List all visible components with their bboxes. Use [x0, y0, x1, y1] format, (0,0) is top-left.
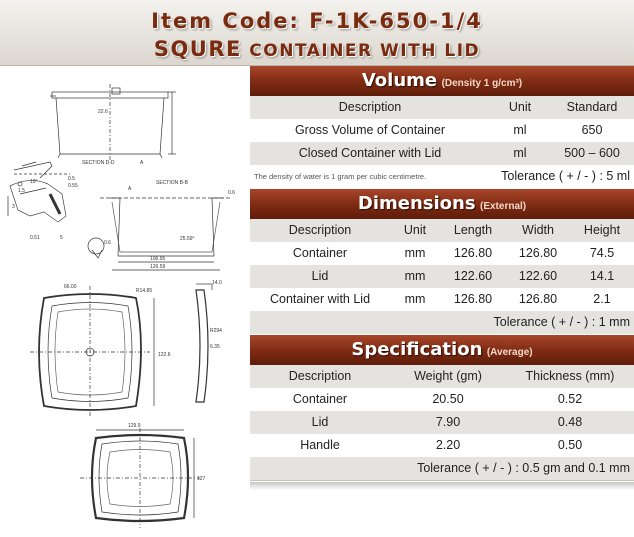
dimensions-tolerance-row [250, 311, 634, 334]
dimensions-cell-height: 74.5 [589, 246, 615, 260]
volume-cell-standard: 500 – 600 [564, 146, 620, 160]
section-b-a-mark: A [128, 186, 132, 192]
volume-header-row [250, 96, 634, 119]
bottom-view-container [80, 428, 200, 528]
volume-tolerance: Tolerance ( + / - ) : 5 ml [501, 169, 630, 183]
dimensions-row [250, 288, 634, 311]
product-title-rest: CONTAINER WITH LID [241, 41, 481, 61]
r1485-label: R14.85 [136, 288, 153, 294]
dimensions-cell-width: 126.80 [518, 246, 558, 260]
dimensions-cell-height: 14.1 [589, 269, 615, 283]
product-title [0, 37, 634, 61]
dimensions-cell-unit: mm [404, 292, 426, 306]
volume-cell-unit: ml [513, 146, 527, 160]
technical-drawing [0, 66, 250, 537]
volume-cell-standard: 650 [581, 123, 603, 137]
dim-06-label: 0.6 [228, 190, 235, 196]
dimensions-subtitle: (External) [480, 201, 527, 212]
volume-row [250, 119, 634, 142]
dim-10deg-label: 10° [30, 179, 38, 185]
dim-051-label: 0.51 [30, 235, 40, 241]
product-title-first-word: SQURE [153, 37, 242, 61]
specification-cell-description: Container [292, 392, 348, 406]
dim-1299-label: 129.9 [128, 423, 141, 429]
dimensions-section-header [250, 189, 634, 219]
dimensions-col-width: Width [522, 223, 554, 237]
volume-subtitle: (Density 1 g/cm³) [441, 78, 523, 89]
dim-10695-label: 106.95 [150, 256, 166, 262]
section-dd [14, 162, 70, 178]
density-note: The density of water is 1 gram per cubic centimetre. [254, 172, 427, 181]
dim-1226-label: 122.6 [158, 352, 171, 358]
dimensions-col-description: Description [288, 223, 352, 237]
dimensions-row [250, 242, 634, 265]
dimensions-tolerance: Tolerance ( + / - ) : 1 mm [493, 315, 630, 329]
specification-row [250, 434, 634, 457]
dimensions-cell-length: 126.80 [453, 292, 493, 306]
volume-cell-unit: ml [513, 123, 527, 137]
dim-140-label: 14.0 [212, 280, 222, 286]
dimensions-col-length: Length [453, 223, 493, 237]
specification-cell-thickness: 0.52 [557, 392, 583, 406]
dimensions-cell-width: 126.80 [518, 292, 558, 306]
volume-row [250, 142, 634, 165]
volume-col-description: Description [338, 100, 402, 114]
r294-label: R294 [210, 328, 222, 334]
dim-12659-label: 126.59 [150, 264, 166, 270]
dimensions-cell-unit: mm [404, 246, 426, 260]
dimensions-row [250, 265, 634, 288]
specification-subtitle: (Average) [486, 347, 533, 358]
dimensions-title: Dimensions [357, 193, 476, 214]
dimensions-cell-width: 122.60 [518, 269, 558, 283]
specification-cell-weight: 7.90 [435, 415, 461, 429]
dimensions-cell-description: Container [292, 246, 348, 260]
page-header [0, 0, 634, 66]
dimensions-col-unit: Unit [403, 223, 427, 237]
specification-section-header [250, 335, 634, 365]
specification-col-thickness: Thickness (mm) [525, 369, 615, 383]
volume-note-row [250, 165, 634, 188]
section-dd-label: SECTION D-D [82, 160, 115, 166]
specification-col-description: Description [288, 369, 352, 383]
dimensions-cell-unit: mm [404, 269, 426, 283]
volume-col-unit: Unit [508, 100, 532, 114]
volume-section-header [250, 66, 634, 96]
r055-label: 0.55 [68, 183, 78, 189]
side-view [50, 84, 176, 161]
side-profile-lid [196, 284, 212, 402]
spec-panel [250, 66, 634, 496]
panel-bottom-border [250, 480, 634, 481]
top-view-lid [30, 286, 154, 416]
volume-title: Volume [361, 70, 438, 91]
volume-col-standard: Standard [566, 100, 618, 114]
dim-top-label: 22.6 [98, 109, 108, 115]
specification-cell-description: Lid [311, 415, 329, 429]
dim-5-label: 5 [60, 235, 63, 241]
dimensions-cell-length: 126.80 [453, 246, 493, 260]
specification-cell-description: Handle [300, 438, 340, 452]
item-code-title: Item Code: F-1K-650-1/4 [151, 9, 483, 33]
specification-row [250, 388, 634, 411]
specification-title: Specification [351, 339, 483, 360]
section-bb-label: SECTION B-B [156, 180, 188, 186]
dimensions-col-height: Height [583, 223, 621, 237]
dim-6600-label: 66.00 [64, 284, 77, 290]
panel-shadow [250, 482, 634, 490]
dim-635-label: 6.35 [210, 344, 220, 350]
specification-col-weight: Weight (gm) [414, 369, 482, 383]
specification-header-row [250, 365, 634, 388]
specification-cell-thickness: 0.48 [557, 415, 583, 429]
dim-2559-label: 25.59° [180, 236, 195, 242]
technical-drawing-svg [0, 66, 250, 537]
volume-cell-description: Gross Volume of Container [294, 123, 446, 137]
r05-label: 0.5 [68, 176, 75, 182]
dimensions-header-row [250, 219, 634, 242]
specification-tolerance: Tolerance ( + / - ) : 0.5 gm and 0.1 mm [417, 461, 630, 475]
dimensions-cell-description: Lid [311, 269, 329, 283]
dim-15-label: 1.5 [18, 188, 25, 194]
dimensions-cell-description: Container with Lid [269, 292, 371, 306]
specification-tolerance-row [250, 457, 634, 480]
volume-cell-description: Closed Container with Lid [298, 146, 442, 160]
section-a-label: A [140, 160, 144, 166]
dim-127-label: 127 [197, 476, 206, 482]
specification-cell-weight: 20.50 [432, 392, 464, 406]
specification-row [250, 411, 634, 434]
section-detail-left [8, 180, 66, 222]
specification-cell-weight: 2.20 [435, 438, 461, 452]
specification-cell-thickness: 0.50 [557, 438, 583, 452]
dimensions-cell-length: 122.60 [453, 269, 493, 283]
dimensions-cell-height: 2.1 [593, 292, 611, 306]
dim-06b-label: 0.6 [104, 240, 111, 246]
dim-3-label: 3 [12, 204, 15, 210]
